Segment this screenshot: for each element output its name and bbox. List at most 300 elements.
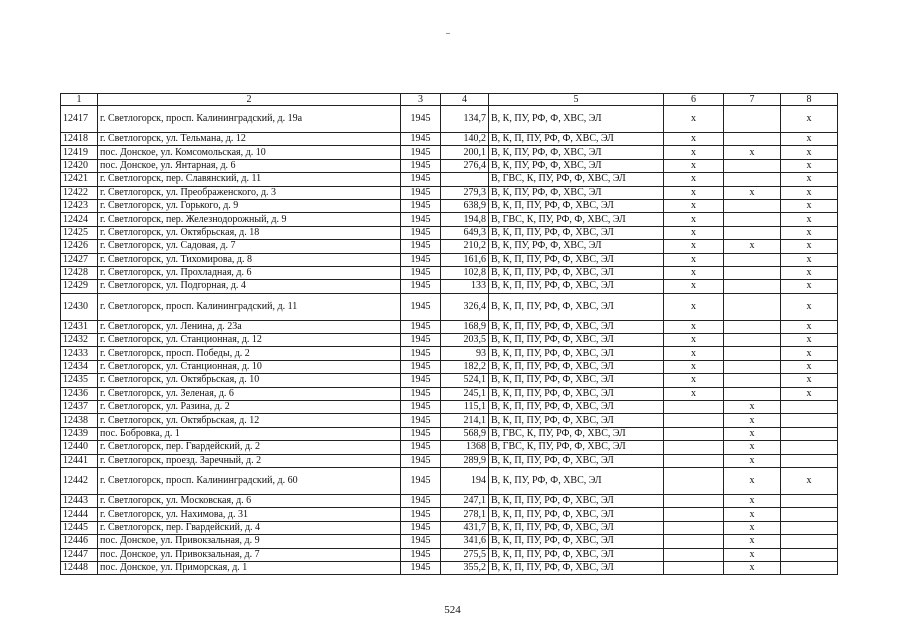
mark-col6-cell xyxy=(664,401,724,414)
year-cell: 1945 xyxy=(401,266,441,279)
mark-col7-cell: х xyxy=(724,548,781,561)
mark-col7-cell: х xyxy=(724,441,781,454)
column-header: 5 xyxy=(489,94,664,106)
area-cell: 289,9 xyxy=(441,454,489,467)
mark-col6-cell: х xyxy=(664,146,724,159)
address-cell: г. Светлогорск, ул. Подгорная, д. 4 xyxy=(98,280,401,293)
mark-col7-cell: х xyxy=(724,508,781,521)
scan-mark xyxy=(446,33,450,34)
works-list-cell: В, К, П, ПУ, РФ, Ф, ХВС, ЭЛ xyxy=(489,360,664,373)
area-cell: 214,1 xyxy=(441,414,489,427)
table-row xyxy=(61,454,838,467)
address-cell: г. Светлогорск, ул. Станционная, д. 10 xyxy=(98,360,401,373)
row-number: 12428 xyxy=(61,266,98,279)
address-cell: г. Светлогорск, ул. Московская, д. 6 xyxy=(98,494,401,507)
works-list-cell: В, К, П, ПУ, РФ, Ф, ХВС, ЭЛ xyxy=(489,133,664,146)
mark-col7-cell xyxy=(724,133,781,146)
mark-col7-cell: х xyxy=(724,494,781,507)
row-number: 12447 xyxy=(61,548,98,561)
year-cell: 1945 xyxy=(401,454,441,467)
mark-col6-cell: х xyxy=(664,199,724,212)
table-row xyxy=(61,106,838,133)
area-cell xyxy=(441,173,489,186)
row-number: 12426 xyxy=(61,240,98,253)
works-list-cell: В, К, П, ПУ, РФ, Ф, ХВС, ЭЛ xyxy=(489,414,664,427)
address-cell: г. Светлогорск, ул. Ленина, д. 23а xyxy=(98,320,401,333)
column-header: 7 xyxy=(724,94,781,106)
column-header: 1 xyxy=(61,94,98,106)
area-cell: 182,2 xyxy=(441,360,489,373)
mark-col8-cell: х xyxy=(781,467,838,494)
works-list-cell: В, К, ПУ, РФ, Ф, ХВС, ЭЛ xyxy=(489,240,664,253)
mark-col7-cell xyxy=(724,374,781,387)
table-row xyxy=(61,414,838,427)
area-cell: 115,1 xyxy=(441,401,489,414)
mark-col8-cell xyxy=(781,414,838,427)
table-row xyxy=(61,427,838,440)
address-cell: г. Светлогорск, ул. Садовая, д. 7 xyxy=(98,240,401,253)
works-list-cell: В, К, ПУ, РФ, Ф, ХВС, ЭЛ xyxy=(489,159,664,172)
row-number: 12417 xyxy=(61,106,98,133)
row-number: 12444 xyxy=(61,508,98,521)
row-number: 12420 xyxy=(61,159,98,172)
mark-col8-cell: х xyxy=(781,146,838,159)
works-list-cell: В, К, П, ПУ, РФ, Ф, ХВС, ЭЛ xyxy=(489,334,664,347)
row-number: 12422 xyxy=(61,186,98,199)
mark-col8-cell xyxy=(781,454,838,467)
area-cell: 161,6 xyxy=(441,253,489,266)
row-number: 12419 xyxy=(61,146,98,159)
address-cell: пос. Донское, ул. Приморская, д. 1 xyxy=(98,561,401,574)
mark-col8-cell: х xyxy=(781,106,838,133)
mark-col7-cell: х xyxy=(724,521,781,534)
mark-col7-cell xyxy=(724,226,781,239)
mark-col6-cell: х xyxy=(664,280,724,293)
table-row xyxy=(61,240,838,253)
mark-col6-cell xyxy=(664,561,724,574)
row-number: 12446 xyxy=(61,535,98,548)
year-cell: 1945 xyxy=(401,441,441,454)
row-number: 12448 xyxy=(61,561,98,574)
mark-col7-cell: х xyxy=(724,240,781,253)
year-cell: 1945 xyxy=(401,240,441,253)
year-cell: 1945 xyxy=(401,467,441,494)
mark-col6-cell: х xyxy=(664,213,724,226)
works-list-cell: В, К, П, ПУ, РФ, Ф, ХВС, ЭЛ xyxy=(489,561,664,574)
mark-col8-cell: х xyxy=(781,159,838,172)
table-row xyxy=(61,508,838,521)
works-list-cell: В, К, П, ПУ, РФ, Ф, ХВС, ЭЛ xyxy=(489,347,664,360)
row-number: 12431 xyxy=(61,320,98,333)
mark-col6-cell xyxy=(664,535,724,548)
year-cell: 1945 xyxy=(401,561,441,574)
mark-col7-cell: х xyxy=(724,146,781,159)
mark-col7-cell xyxy=(724,347,781,360)
mark-col7-cell: х xyxy=(724,454,781,467)
address-cell: г. Светлогорск, ул. Зеленая, д. 6 xyxy=(98,387,401,400)
works-list-cell: В, К, П, ПУ, РФ, Ф, ХВС, ЭЛ xyxy=(489,494,664,507)
table-row xyxy=(61,334,838,347)
works-list-cell: В, К, П, ПУ, РФ, Ф, ХВС, ЭЛ xyxy=(489,280,664,293)
mark-col8-cell: х xyxy=(781,320,838,333)
row-number: 12421 xyxy=(61,173,98,186)
mark-col6-cell xyxy=(664,427,724,440)
area-cell: 341,6 xyxy=(441,535,489,548)
works-list-cell: В, К, ПУ, РФ, Ф, ХВС, ЭЛ xyxy=(489,146,664,159)
table-row xyxy=(61,467,838,494)
mark-col8-cell: х xyxy=(781,213,838,226)
table-row xyxy=(61,441,838,454)
mark-col6-cell xyxy=(664,548,724,561)
row-number: 12427 xyxy=(61,253,98,266)
row-number: 12424 xyxy=(61,213,98,226)
year-cell: 1945 xyxy=(401,186,441,199)
works-list-cell: В, К, ПУ, РФ, Ф, ХВС, ЭЛ xyxy=(489,467,664,494)
year-cell: 1945 xyxy=(401,106,441,133)
area-cell: 134,7 xyxy=(441,106,489,133)
year-cell: 1945 xyxy=(401,387,441,400)
mark-col8-cell: х xyxy=(781,266,838,279)
table-row xyxy=(61,374,838,387)
mark-col7-cell xyxy=(724,320,781,333)
mark-col8-cell: х xyxy=(781,374,838,387)
year-cell: 1945 xyxy=(401,293,441,320)
address-cell: г. Светлогорск, пер. Железнодорожный, д. 9 xyxy=(98,213,401,226)
address-cell: г. Светлогорск, просп. Калининградский, д. 11 xyxy=(98,293,401,320)
row-number: 12429 xyxy=(61,280,98,293)
table-row xyxy=(61,159,838,172)
area-cell: 276,4 xyxy=(441,159,489,172)
area-cell: 247,1 xyxy=(441,494,489,507)
address-cell: пос. Донское, ул. Комсомольская, д. 10 xyxy=(98,146,401,159)
table-row xyxy=(61,387,838,400)
year-cell: 1945 xyxy=(401,173,441,186)
table-row xyxy=(61,133,838,146)
year-cell: 1945 xyxy=(401,401,441,414)
mark-col6-cell: х xyxy=(664,133,724,146)
works-list-cell: В, К, П, ПУ, РФ, Ф, ХВС, ЭЛ xyxy=(489,253,664,266)
row-number: 12418 xyxy=(61,133,98,146)
mark-col7-cell xyxy=(724,360,781,373)
works-list-cell: В, К, П, ПУ, РФ, Ф, ХВС, ЭЛ xyxy=(489,199,664,212)
row-number: 12445 xyxy=(61,521,98,534)
address-cell: г. Светлогорск, пер. Гвардейский, д. 2 xyxy=(98,441,401,454)
mark-col8-cell xyxy=(781,427,838,440)
table-row xyxy=(61,280,838,293)
address-cell: г. Светлогорск, просп. Калининградский, д. 60 xyxy=(98,467,401,494)
mark-col7-cell xyxy=(724,106,781,133)
table-row xyxy=(61,360,838,373)
table-row xyxy=(61,226,838,239)
works-list-cell: В, К, П, ПУ, РФ, Ф, ХВС, ЭЛ xyxy=(489,266,664,279)
address-cell: г. Светлогорск, пер. Гвардейский, д. 4 xyxy=(98,521,401,534)
works-list-cell: В, К, П, ПУ, РФ, Ф, ХВС, ЭЛ xyxy=(489,374,664,387)
housing-register-table xyxy=(60,93,838,575)
works-list-cell: В, К, П, ПУ, РФ, Ф, ХВС, ЭЛ xyxy=(489,320,664,333)
year-cell: 1945 xyxy=(401,347,441,360)
mark-col7-cell xyxy=(724,199,781,212)
mark-col7-cell: х xyxy=(724,535,781,548)
works-list-cell: В, К, П, ПУ, РФ, Ф, ХВС, ЭЛ xyxy=(489,293,664,320)
mark-col6-cell: х xyxy=(664,226,724,239)
works-list-cell: В, ГВС, К, ПУ, РФ, Ф, ХВС, ЭЛ xyxy=(489,427,664,440)
works-list-cell: В, К, П, ПУ, РФ, Ф, ХВС, ЭЛ xyxy=(489,548,664,561)
works-list-cell: В, К, П, ПУ, РФ, Ф, ХВС, ЭЛ xyxy=(489,535,664,548)
works-list-cell: В, ГВС, К, ПУ, РФ, Ф, ХВС, ЭЛ xyxy=(489,441,664,454)
works-list-cell: В, К, П, ПУ, РФ, Ф, ХВС, ЭЛ xyxy=(489,508,664,521)
row-number: 12436 xyxy=(61,387,98,400)
year-cell: 1945 xyxy=(401,199,441,212)
mark-col7-cell xyxy=(724,266,781,279)
address-cell: г. Светлогорск, ул. Горького, д. 9 xyxy=(98,199,401,212)
mark-col8-cell xyxy=(781,561,838,574)
area-cell: 194,8 xyxy=(441,213,489,226)
year-cell: 1945 xyxy=(401,360,441,373)
mark-col7-cell: х xyxy=(724,414,781,427)
row-number: 12434 xyxy=(61,360,98,373)
table-row xyxy=(61,401,838,414)
mark-col7-cell xyxy=(724,293,781,320)
mark-col6-cell: х xyxy=(664,253,724,266)
area-cell: 210,2 xyxy=(441,240,489,253)
table-row xyxy=(61,146,838,159)
table-row xyxy=(61,253,838,266)
address-cell: г. Светлогорск, просп. Победы, д. 2 xyxy=(98,347,401,360)
mark-col7-cell: х xyxy=(724,467,781,494)
area-cell: 200,1 xyxy=(441,146,489,159)
year-cell: 1945 xyxy=(401,253,441,266)
works-list-cell: В, К, ПУ, РФ, Ф, ХВС, ЭЛ xyxy=(489,106,664,133)
table-body xyxy=(61,94,838,575)
row-number: 12440 xyxy=(61,441,98,454)
area-cell: 275,5 xyxy=(441,548,489,561)
table-row xyxy=(61,266,838,279)
address-cell: г. Светлогорск, ул. Преображенского, д. 3 xyxy=(98,186,401,199)
year-cell: 1945 xyxy=(401,320,441,333)
mark-col8-cell: х xyxy=(781,173,838,186)
address-cell: г. Светлогорск, ул. Тихомирова, д. 8 xyxy=(98,253,401,266)
year-cell: 1945 xyxy=(401,334,441,347)
mark-col7-cell xyxy=(724,213,781,226)
mark-col6-cell: х xyxy=(664,266,724,279)
mark-col6-cell: х xyxy=(664,320,724,333)
year-cell: 1945 xyxy=(401,521,441,534)
row-number: 12423 xyxy=(61,199,98,212)
table-row xyxy=(61,521,838,534)
mark-col6-cell xyxy=(664,454,724,467)
mark-col6-cell xyxy=(664,414,724,427)
year-cell: 1945 xyxy=(401,508,441,521)
area-cell: 568,9 xyxy=(441,427,489,440)
mark-col8-cell: х xyxy=(781,347,838,360)
column-header: 2 xyxy=(98,94,401,106)
mark-col8-cell: х xyxy=(781,387,838,400)
area-cell: 355,2 xyxy=(441,561,489,574)
row-number: 12439 xyxy=(61,427,98,440)
mark-col7-cell: х xyxy=(724,186,781,199)
address-cell: пос. Бобровка, д. 1 xyxy=(98,427,401,440)
mark-col6-cell: х xyxy=(664,293,724,320)
year-cell: 1945 xyxy=(401,374,441,387)
mark-col8-cell: х xyxy=(781,360,838,373)
mark-col8-cell: х xyxy=(781,133,838,146)
table-row xyxy=(61,293,838,320)
works-list-cell: В, К, ПУ, РФ, Ф, ХВС, ЭЛ xyxy=(489,186,664,199)
mark-col8-cell: х xyxy=(781,334,838,347)
mark-col7-cell xyxy=(724,253,781,266)
row-number: 12438 xyxy=(61,414,98,427)
year-cell: 1945 xyxy=(401,427,441,440)
mark-col6-cell: х xyxy=(664,387,724,400)
mark-col8-cell xyxy=(781,535,838,548)
row-number: 12433 xyxy=(61,347,98,360)
table-row xyxy=(61,561,838,574)
row-number: 12442 xyxy=(61,467,98,494)
area-cell: 93 xyxy=(441,347,489,360)
area-cell: 140,2 xyxy=(441,133,489,146)
area-cell: 326,4 xyxy=(441,293,489,320)
table-row xyxy=(61,535,838,548)
works-list-cell: В, К, П, ПУ, РФ, Ф, ХВС, ЭЛ xyxy=(489,454,664,467)
row-number: 12435 xyxy=(61,374,98,387)
mark-col6-cell: х xyxy=(664,360,724,373)
year-cell: 1945 xyxy=(401,146,441,159)
mark-col8-cell: х xyxy=(781,186,838,199)
address-cell: г. Светлогорск, проезд. Заречный, д. 2 xyxy=(98,454,401,467)
area-cell: 194 xyxy=(441,467,489,494)
table-row xyxy=(61,199,838,212)
address-cell: г. Светлогорск, просп. Калининградский, д. 19а xyxy=(98,106,401,133)
address-cell: г. Светлогорск, ул. Прохладная, д. 6 xyxy=(98,266,401,279)
column-header: 6 xyxy=(664,94,724,106)
mark-col6-cell: х xyxy=(664,186,724,199)
mark-col8-cell xyxy=(781,494,838,507)
year-cell: 1945 xyxy=(401,548,441,561)
mark-col6-cell: х xyxy=(664,334,724,347)
mark-col6-cell xyxy=(664,494,724,507)
mark-col8-cell xyxy=(781,401,838,414)
mark-col8-cell xyxy=(781,441,838,454)
mark-col7-cell xyxy=(724,173,781,186)
mark-col6-cell: х xyxy=(664,106,724,133)
mark-col6-cell: х xyxy=(664,173,724,186)
mark-col8-cell xyxy=(781,548,838,561)
row-number: 12430 xyxy=(61,293,98,320)
mark-col7-cell xyxy=(724,334,781,347)
address-cell: г. Светлогорск, ул. Октябрьская, д. 12 xyxy=(98,414,401,427)
area-cell: 133 xyxy=(441,280,489,293)
works-list-cell: В, К, П, ПУ, РФ, Ф, ХВС, ЭЛ xyxy=(489,387,664,400)
year-cell: 1945 xyxy=(401,535,441,548)
area-cell: 431,7 xyxy=(441,521,489,534)
table-row xyxy=(61,548,838,561)
column-header: 3 xyxy=(401,94,441,106)
mark-col7-cell xyxy=(724,280,781,293)
address-cell: пос. Донское, ул. Привокзальная, д. 7 xyxy=(98,548,401,561)
row-number: 12441 xyxy=(61,454,98,467)
mark-col8-cell xyxy=(781,521,838,534)
column-header: 8 xyxy=(781,94,838,106)
table-row xyxy=(61,494,838,507)
area-cell: 168,9 xyxy=(441,320,489,333)
address-cell: г. Светлогорск, ул. Тельмана, д. 12 xyxy=(98,133,401,146)
mark-col6-cell: х xyxy=(664,374,724,387)
mark-col6-cell xyxy=(664,441,724,454)
mark-col6-cell xyxy=(664,521,724,534)
mark-col6-cell: х xyxy=(664,347,724,360)
table-row xyxy=(61,320,838,333)
area-cell: 279,3 xyxy=(441,186,489,199)
year-cell: 1945 xyxy=(401,213,441,226)
works-list-cell: В, ГВС, К, ПУ, РФ, Ф, ХВС, ЭЛ xyxy=(489,213,664,226)
year-cell: 1945 xyxy=(401,280,441,293)
mark-col7-cell: х xyxy=(724,427,781,440)
mark-col8-cell: х xyxy=(781,226,838,239)
table-row xyxy=(61,186,838,199)
table-row xyxy=(61,347,838,360)
table-row xyxy=(61,173,838,186)
mark-col7-cell: х xyxy=(724,561,781,574)
address-cell: г. Светлогорск, ул. Станционная, д. 12 xyxy=(98,334,401,347)
area-cell: 278,1 xyxy=(441,508,489,521)
works-list-cell: В, ГВС, К, ПУ, РФ, Ф, ХВС, ЭЛ xyxy=(489,173,664,186)
page-number: 524 xyxy=(444,604,461,616)
mark-col7-cell: х xyxy=(724,401,781,414)
address-cell: г. Светлогорск, ул. Нахимова, д. 31 xyxy=(98,508,401,521)
mark-col6-cell xyxy=(664,467,724,494)
mark-col8-cell: х xyxy=(781,280,838,293)
column-header: 4 xyxy=(441,94,489,106)
row-number: 12443 xyxy=(61,494,98,507)
address-cell: пос. Донское, ул. Привокзальная, д. 9 xyxy=(98,535,401,548)
year-cell: 1945 xyxy=(401,159,441,172)
works-list-cell: В, К, П, ПУ, РФ, Ф, ХВС, ЭЛ xyxy=(489,401,664,414)
address-cell: г. Светлогорск, ул. Октябрьская, д. 10 xyxy=(98,374,401,387)
area-cell: 1368 xyxy=(441,441,489,454)
address-cell: г. Светлогорск, ул. Разина, д. 2 xyxy=(98,401,401,414)
mark-col6-cell: х xyxy=(664,159,724,172)
works-list-cell: В, К, П, ПУ, РФ, Ф, ХВС, ЭЛ xyxy=(489,521,664,534)
mark-col6-cell: х xyxy=(664,240,724,253)
mark-col8-cell: х xyxy=(781,253,838,266)
mark-col6-cell xyxy=(664,508,724,521)
area-cell: 245,1 xyxy=(441,387,489,400)
area-cell: 524,1 xyxy=(441,374,489,387)
mark-col8-cell: х xyxy=(781,293,838,320)
row-number: 12425 xyxy=(61,226,98,239)
area-cell: 203,5 xyxy=(441,334,489,347)
row-number: 12432 xyxy=(61,334,98,347)
area-cell: 649,3 xyxy=(441,226,489,239)
area-cell: 102,8 xyxy=(441,266,489,279)
mark-col8-cell xyxy=(781,508,838,521)
row-number: 12437 xyxy=(61,401,98,414)
address-cell: г. Светлогорск, пер. Славянский, д. 11 xyxy=(98,173,401,186)
year-cell: 1945 xyxy=(401,494,441,507)
area-cell: 638,9 xyxy=(441,199,489,212)
mark-col8-cell: х xyxy=(781,199,838,212)
year-cell: 1945 xyxy=(401,133,441,146)
address-cell: пос. Донское, ул. Янтарная, д. 6 xyxy=(98,159,401,172)
mark-col7-cell xyxy=(724,159,781,172)
year-cell: 1945 xyxy=(401,226,441,239)
address-cell: г. Светлогорск, ул. Октябрьская, д. 18 xyxy=(98,226,401,239)
mark-col8-cell: х xyxy=(781,240,838,253)
mark-col7-cell xyxy=(724,387,781,400)
works-list-cell: В, К, П, ПУ, РФ, Ф, ХВС, ЭЛ xyxy=(489,226,664,239)
table-row xyxy=(61,213,838,226)
year-cell: 1945 xyxy=(401,414,441,427)
